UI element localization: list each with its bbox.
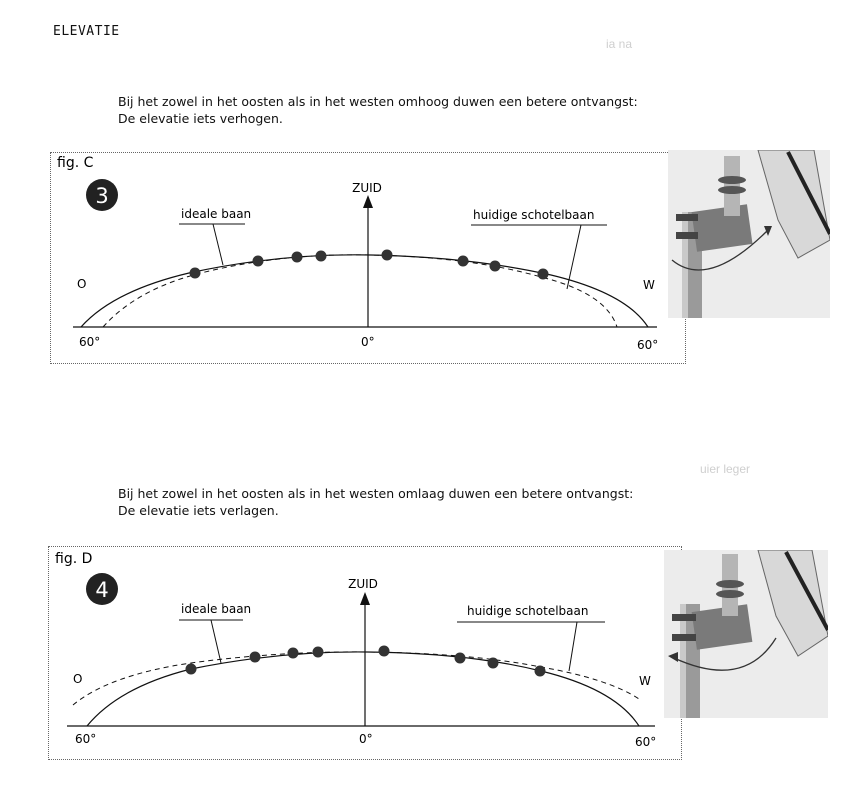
satellite-dot <box>313 647 324 658</box>
west-label: W <box>643 278 655 292</box>
satellite-dot <box>190 268 201 279</box>
satellite-dot <box>379 646 390 657</box>
arrow-up-icon <box>363 195 373 208</box>
step-badge <box>86 573 118 605</box>
current-orbit-label: huidige schotelbaan <box>473 208 595 222</box>
instruction-d <box>118 485 633 519</box>
satellite-dot <box>316 251 327 262</box>
faint-note-top: ia na <box>606 37 633 51</box>
satellite-dot <box>455 653 466 664</box>
fig-label: fig. C <box>57 155 94 171</box>
angle-center-label: 0° <box>359 732 373 746</box>
step-number: 3 <box>95 184 109 208</box>
satellite-dot <box>250 652 261 663</box>
instruction-d-line2: De elevatie iets verlagen. <box>118 503 279 518</box>
faint-note-middle: uier leger <box>700 462 751 476</box>
satellite-dot <box>535 666 546 677</box>
satellite-dot <box>288 648 299 659</box>
angle-right-label: 60° <box>637 338 659 352</box>
ideal-label-pointer <box>213 224 223 265</box>
current-label-pointer <box>567 225 581 289</box>
south-label: ZUID <box>348 577 378 591</box>
fig-label: fig. D <box>55 551 93 567</box>
angle-left-label: 60° <box>79 335 101 349</box>
ideal-label-pointer <box>211 620 221 663</box>
current-label-pointer <box>569 622 577 671</box>
east-label: O <box>77 277 87 291</box>
angle-left-label: 60° <box>75 732 97 746</box>
page-heading: ELEVATIE <box>53 24 120 39</box>
west-label: W <box>639 674 651 688</box>
figure-d <box>48 546 682 760</box>
satellite-dot <box>458 256 469 267</box>
ideal-orbit-label: ideale baan <box>181 602 252 616</box>
current-orbit-line <box>103 255 617 327</box>
ideal-orbit-line <box>81 255 648 327</box>
dish-mount-rotate-up-icon <box>668 150 830 318</box>
ideal-orbit-label: ideale baan <box>181 207 252 221</box>
mount-photo-c <box>668 150 830 318</box>
mount-photo-d <box>664 550 828 718</box>
dish-mount-rotate-down-icon <box>664 550 828 718</box>
south-label: ZUID <box>352 181 382 195</box>
instruction-c <box>118 93 638 127</box>
satellite-dot <box>538 269 549 280</box>
current-orbit-label: huidige schotelbaan <box>467 604 589 618</box>
satellite-dot <box>292 252 303 263</box>
angle-center-label: 0° <box>361 335 375 349</box>
step-number: 4 <box>95 578 109 602</box>
instruction-d-line1: Bij het zowel in het oosten als in het westen omlaag duwen een betere ontvangst: <box>118 486 634 501</box>
instruction-c-line1: Bij het zowel in het oosten als in het westen omhoog duwen een betere ontvangst: <box>118 94 638 109</box>
current-orbit-line <box>73 652 639 705</box>
step-badge <box>86 179 118 211</box>
satellite-dot <box>186 664 197 675</box>
satellite-dot <box>490 261 501 272</box>
east-label: O <box>73 672 83 686</box>
satellite-dot <box>253 256 264 267</box>
satellite-dot <box>382 250 393 261</box>
satellite-dot <box>488 658 499 669</box>
instruction-c-line2: De elevatie iets verhogen. <box>118 111 283 126</box>
angle-right-label: 60° <box>635 735 657 749</box>
figure-c <box>50 152 686 364</box>
ideal-orbit-line <box>87 652 639 726</box>
arrow-up-icon <box>360 592 370 605</box>
